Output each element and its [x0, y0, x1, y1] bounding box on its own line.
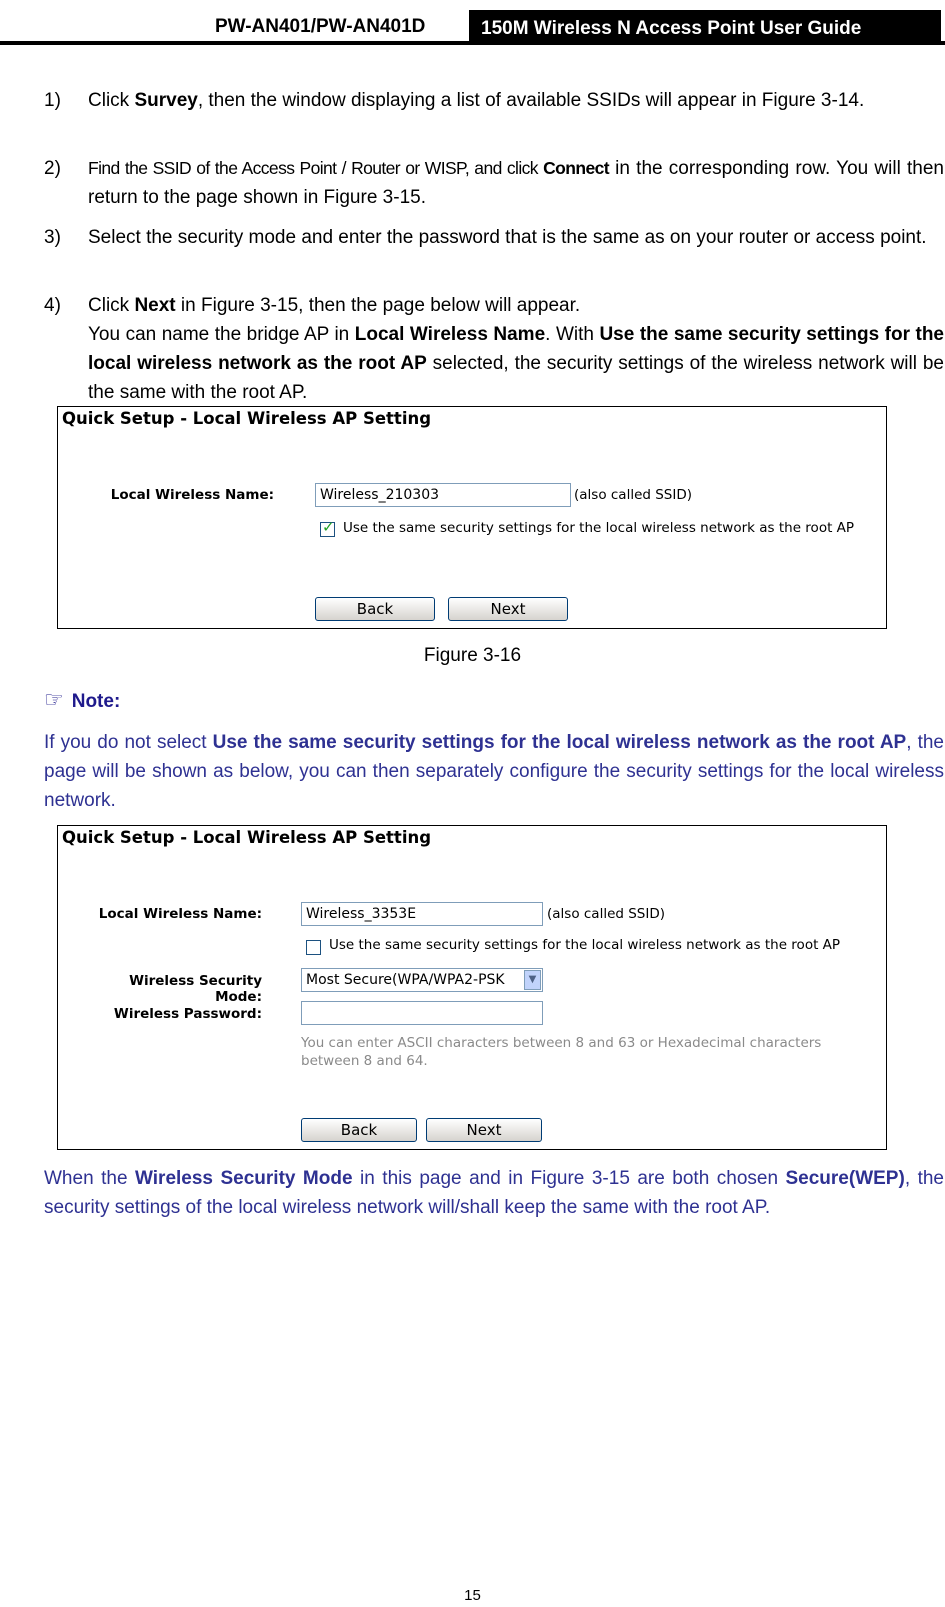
- checkmark-icon: ✓: [322, 518, 335, 536]
- figure-3-16-screenshot: [57, 406, 887, 629]
- panel-title: Quick Setup - Local Wireless AP Setting: [62, 828, 432, 847]
- note-paragraph-2: When the Wireless Security Mode in this page and in Figure 3-15 are both chosen Secure(WEP), the security settings of the local wireless network will/shall keep the same with the root AP.: [44, 1168, 944, 1218]
- header-model: PW-AN401/PW-AN401D: [215, 16, 426, 37]
- step-number: 1): [44, 90, 61, 111]
- next-button[interactable]: Next: [448, 597, 568, 621]
- local-wireless-name-label: Local Wireless Name:: [110, 487, 274, 503]
- selected-mode: Most Secure(WPA/WPA2-PSK: [306, 972, 505, 988]
- local-wireless-name-input[interactable]: Wireless_3353E: [301, 902, 543, 926]
- back-button[interactable]: Back: [301, 1118, 417, 1142]
- ssid-hint: (also called SSID): [574, 487, 693, 503]
- step-number: 4): [44, 295, 61, 316]
- same-security-label: Use the same security settings for the local wireless network as the root AP: [329, 937, 841, 953]
- step-4: Click Next in Figure 3-15, then the page below will appear.: [88, 295, 581, 316]
- header-rule: [0, 41, 945, 45]
- step-number: 3): [44, 227, 61, 248]
- back-button[interactable]: Back: [315, 597, 435, 621]
- figure-no-shared-security-screenshot: [57, 825, 887, 1150]
- local-wireless-name-input[interactable]: Wireless_210303: [315, 483, 571, 507]
- local-wireless-name-label: Local Wireless Name:: [98, 906, 262, 922]
- step-number: 2): [44, 158, 61, 179]
- password-hint: You can enter ASCII characters between 8 and 63 or Hexadecimal characters between 8 and 64.: [301, 1035, 822, 1069]
- step-4-detail: You can name the bridge AP in Local Wireless Name. With Use the same security settings for the local wireless network as the root AP selected, the security settings of the wireless network will be the same with the root AP.: [88, 324, 945, 403]
- same-security-label: Use the same security settings for the local wireless network as the root AP: [343, 520, 855, 536]
- same-security-checkbox[interactable]: [320, 518, 335, 537]
- ssid-hint: (also called SSID): [547, 906, 666, 922]
- chevron-down-icon[interactable]: ▼: [524, 970, 541, 990]
- note-paragraph-1: If you do not select Use the same security settings for the local wireless network as the root AP, the page will be shown as below, you can then separately configure the security settings for the local wireless network.: [44, 732, 944, 811]
- pointing-hand-icon: ☞: [44, 688, 64, 713]
- wireless-password-input[interactable]: [301, 1001, 543, 1025]
- note-heading: ☞ Note:: [44, 688, 121, 713]
- wireless-security-mode-select[interactable]: [301, 968, 543, 992]
- step-2: Find the SSID of the Access Point / Router or WISP, and click Connect in the corresponding row. You will then return to the page shown in Figure 3-15.: [88, 158, 944, 208]
- same-security-checkbox[interactable]: [306, 940, 321, 955]
- wireless-security-mode-label: Wireless Security Mode:: [129, 973, 262, 1005]
- header-guide-title: 150M Wireless N Access Point User Guide: [469, 10, 941, 44]
- wireless-password-label: Wireless Password:: [113, 1006, 262, 1022]
- figure-caption: Figure 3-16: [423, 645, 522, 666]
- step-3: Select the security mode and enter the password that is the same as on your router or access point.: [88, 227, 927, 248]
- step-1: Click Survey, then the window displaying a list of available SSIDs will appear in Figure 3-14.: [88, 90, 865, 111]
- panel-title: Quick Setup - Local Wireless AP Setting: [62, 409, 432, 428]
- next-button[interactable]: Next: [426, 1118, 542, 1142]
- page-number: 15: [464, 1587, 481, 1604]
